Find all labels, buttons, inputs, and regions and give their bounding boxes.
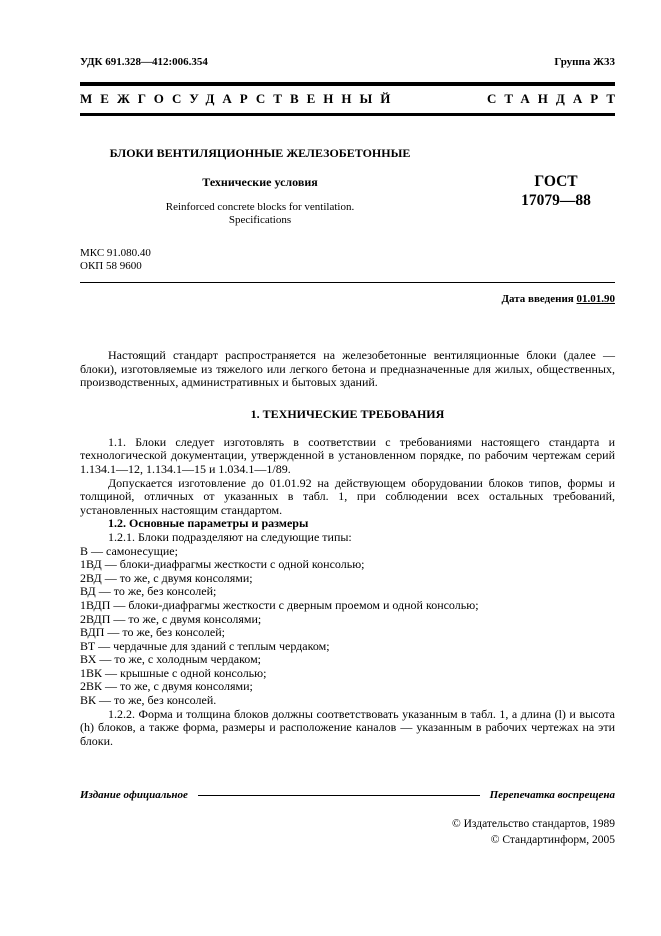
standard-type-heading <box>80 86 623 113</box>
standard-type-word2: СТАНДАРТ <box>486 91 623 106</box>
group-code: Группа Ж33 <box>554 56 615 68</box>
block-type-item: 2ВДП — то же, с двумя консолями; <box>80 611 262 626</box>
paragraph-1-2-1: 1.2.1. Блоки подразделяют на следующие типы: <box>108 529 352 544</box>
block-type-item: ВДП — то же, без консолей; <box>80 625 225 640</box>
divider-rule <box>80 282 615 283</box>
title-left-column <box>80 146 440 227</box>
footer-notice-row <box>80 789 615 801</box>
header-rule-bottom <box>80 113 615 116</box>
effective-date <box>80 293 615 305</box>
block-type-item: ВТ — чердачные для зданий с теплым чердаком; <box>80 638 330 653</box>
okp-code: ОКП 58 9600 <box>80 260 142 272</box>
gost-designation <box>497 172 615 227</box>
title-english <box>80 201 440 227</box>
copyright-block <box>80 816 615 848</box>
block-type-item: 1ВК — крышные с одной консолью; <box>80 665 267 680</box>
document-subtitle: Технические условия <box>202 175 318 189</box>
paragraph-1-1-continued: Допускается изготовление до 01.01.92 на действующем оборудовании блоков типов, формы и толщиной, отличных от указанных в табл. 1, при соблюдении всех остальных требований, установленных настоящим стандартом. <box>80 475 615 517</box>
title-block <box>80 146 615 227</box>
block-type-item: 1ВДП — блоки-диафрагмы жесткости с дверным проемом и одной консолью; <box>80 597 479 612</box>
title-english-line1: Reinforced concrete blocks for ventilation. <box>165 201 355 213</box>
block-type-item: В — самонесущие; <box>80 543 178 558</box>
mks-code: МКС 91.080.40 <box>80 247 151 259</box>
classification-codes <box>80 247 615 273</box>
official-edition-label: Издание официальное <box>80 789 188 801</box>
intro-paragraph: Настоящий стандарт распространяется на железобетонные вентиляционные блоки (далее — блоки), изготовляемые из тяжелого или легкого бетона и предназначенные для жилых, общественных, производственных, административных и бытовых зданий. <box>80 348 615 390</box>
block-type-item: 1ВД — блоки-диафрагмы жесткости с одной консолью; <box>80 557 365 572</box>
paragraph-1-1: 1.1. Блоки следует изготовлять в соответствии с требованиями настоящего стандарта и технологической документации, утвержденной в установленном порядке, по рабочим чертежам серий 1.134.1—12, 1.134.1—15 и 1.034.1—1/89. <box>80 434 615 476</box>
paragraph-1-2-heading: 1.2. Основные параметры и размеры <box>108 516 309 531</box>
gost-label: ГОСТ <box>534 173 578 190</box>
page-footer <box>80 789 615 848</box>
standard-type-word1: МЕЖГОСУДАРСТВЕННЫЙ <box>80 91 399 106</box>
block-types-list <box>80 545 615 708</box>
block-type-item: ВК — то же, без консолей. <box>80 693 217 708</box>
block-type-item: 2ВД — то же, с двумя консолями; <box>80 570 253 585</box>
udk-number: УДК 691.328—412:006.354 <box>80 56 208 68</box>
effective-date-value: 01.01.90 <box>576 293 615 305</box>
block-type-item: 2ВК — то же, с двумя консолями; <box>80 679 253 694</box>
footer-rule <box>198 795 480 796</box>
gost-number: 17079—88 <box>521 192 591 209</box>
reprint-prohibited-label: Перепечатка воспрещена <box>489 789 615 801</box>
copyright-line2: © Стандартинформ, 2005 <box>490 834 615 846</box>
title-english-line2: Specifications <box>228 214 292 226</box>
effective-date-label: Дата введения <box>501 293 577 305</box>
paragraph-1-2-2: 1.2.2. Форма и толщина блоков должны соответствовать указанным в табл. 1, а длина (l) и высота (h) блоков, а также форма, размеры и расположение каналов — указанным в рабочих чертежах на эти блоки. <box>80 706 615 748</box>
block-type-item: ВД — то же, без консолей; <box>80 584 217 599</box>
document-title: БЛОКИ ВЕНТИЛЯЦИОННЫЕ ЖЕЛЕЗОБЕТОННЫЕ <box>109 146 411 160</box>
section-1-heading: 1. ТЕХНИЧЕСКИЕ ТРЕБОВАНИЯ <box>250 406 445 421</box>
copyright-line1: © Издательство стандартов, 1989 <box>451 818 615 830</box>
top-codes-row <box>80 56 615 68</box>
block-type-item: ВХ — то же, с холодным чердаком; <box>80 652 262 667</box>
